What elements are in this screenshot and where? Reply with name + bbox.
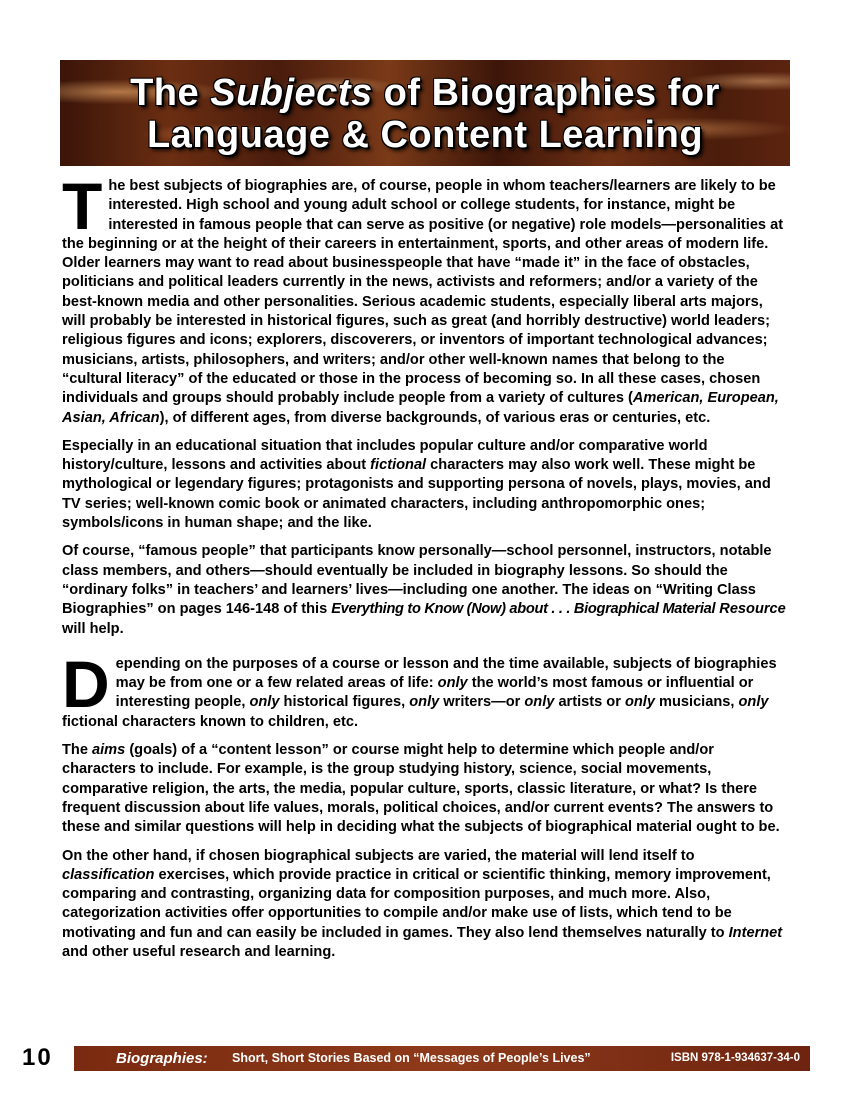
p4-i4: only: [524, 694, 555, 711]
footer-subtitle: Short, Short Stories Based on “Messages of People’s Lives”: [232, 1051, 591, 1065]
title-italic-subjects: Subjects: [210, 72, 373, 114]
paragraph-4: [62, 646, 786, 732]
p5-text-b: (goals) of a “content lesson” or course might help to determine which people and/or characters to include. For example, is the group studying history, science, social movements, comparative religion, the arts, the media, popular culture, sports, classic literature, or what? Is there frequent discussion about life values, morals, political choices, and/or current events? The answers to these and similar questions will help in deciding what the subjects of biographical material ought to be.: [62, 742, 780, 836]
p4-t2: the world’s most famous or influential or interesting people,: [115, 675, 754, 711]
p2-italic: fictional: [370, 457, 427, 474]
p4-i1: only: [437, 675, 468, 692]
dropcap-t: T: [62, 169, 103, 243]
p6-text-b: exercises, which provide practice in critical or scientific thinking, memory improvement, comparing and contrasting, organizing data for composition purposes, and much more. Also, categorization activities offer opportunities to compile and/or make use of lists, which tend to be motivating and fun and can easily be included in games. They also lend themselves naturally to: [62, 866, 771, 941]
title-banner: [60, 60, 790, 166]
p3-text-a: Of course, “famous people” that participants know personally—school personnel, instructors, notable class members, and others—should eventually be included in biography lessons. So should the “ordinary folks” in teachers’ and learners’ lives—including one another. The ideas on “Writing Class Biographies” on pages 146-148 of this: [62, 543, 772, 618]
p4-t1: epending on the purposes of a course or lesson and the time available, subjects of biographies may be from one or a few related areas of life:: [115, 655, 777, 692]
p4-t5: artists or: [554, 694, 625, 711]
p6-text-a: On the other hand, if chosen biographical subjects are varied, the material will lend itself to: [62, 847, 695, 864]
p1-text-a: he best subjects of biographies are, of course, people in whom teachers/learners are likely to be interested. High school and young adult school or college students, for instance, might be interested in famous people that can serve as positive (or negative) role models—personalities at the beginning or at the height of their careers in entertainment, sports, and other areas of modern life. Older learners may want to read about businesspeople that have “made it” in the face of obstacles, politicians and political leaders currently in the news, activists and reformers; and/or a variety of the best-known media and other personalities. Serious academic students, especially liberal arts majors, will probably be interested in historical figures, such as great (and horribly destructive) world leaders; religious figures and icons; explorers, discoverers, or inventors of important technological advances; musicians, artists, philosophers, and writers; and/or other well-known names that belong to the “cultural literacy” of the educated or those in the process of becoming so. In all these cases, chosen individuals and groups should probably include people from a variety of cultures (: [62, 178, 784, 407]
p5-italic: aims: [92, 742, 126, 759]
p3-text-b: will help.: [62, 620, 124, 637]
p4-i5: only: [624, 694, 655, 711]
dropcap-d: D: [62, 646, 110, 721]
paragraph-5: [62, 741, 786, 837]
footer-isbn: ISBN 978-1-934637-34-0: [670, 1052, 800, 1064]
p1-text-b: ), of different ages, from diverse backgrounds, of various eras or centuries, etc.: [159, 409, 711, 426]
paragraph-2: [62, 437, 786, 533]
book-title-inline: Everything to Know (Now) about . . . Biographical Material: [331, 601, 716, 618]
page-number: 10: [22, 1044, 53, 1071]
p1-italic: American, European, Asian, African: [62, 390, 779, 426]
p2-text-b: characters may also work well. These might be mythological or legendary figures; protagonists and supporting persona of novels, plays, movies, and TV series; well-known comic book or animated characters, including anthropomorphic ones; symbols/icons in human shape; and the like.: [62, 457, 771, 532]
paragraph-1: [62, 169, 786, 428]
p4-i3: only: [409, 694, 440, 711]
paragraph-3: [62, 542, 786, 638]
p6-text-c: and other useful research and learning.: [62, 943, 336, 960]
p5-text-a: The: [62, 742, 92, 759]
p4-t6: musicians,: [654, 694, 739, 711]
p4-t7: fictional characters known to children, etc.: [62, 713, 359, 730]
p2-text-a: Especially in an educational situation that includes popular culture and/or comparative world history/culture, lessons and activities about: [62, 437, 708, 474]
article-body: [62, 169, 786, 971]
page-footer: [0, 1044, 850, 1072]
p4-t4: writers—or: [439, 694, 525, 711]
footer-book-title: Biographies:: [116, 1050, 208, 1067]
paragraph-6: [62, 847, 786, 963]
p4-i6: only: [738, 694, 769, 711]
footer-bar: [74, 1046, 810, 1071]
p6-italic1: classification: [62, 866, 155, 883]
p4-t3: historical figures,: [279, 694, 410, 711]
title-part3: of Biographies for: [372, 72, 720, 114]
title-line2: Language & Content Learning: [146, 114, 704, 156]
p3-resource: Resource: [715, 601, 786, 618]
title-part1: The: [130, 72, 211, 114]
p6-italic2: Internet: [728, 924, 783, 941]
p4-i2: only: [249, 694, 280, 711]
page-title: [60, 72, 790, 156]
